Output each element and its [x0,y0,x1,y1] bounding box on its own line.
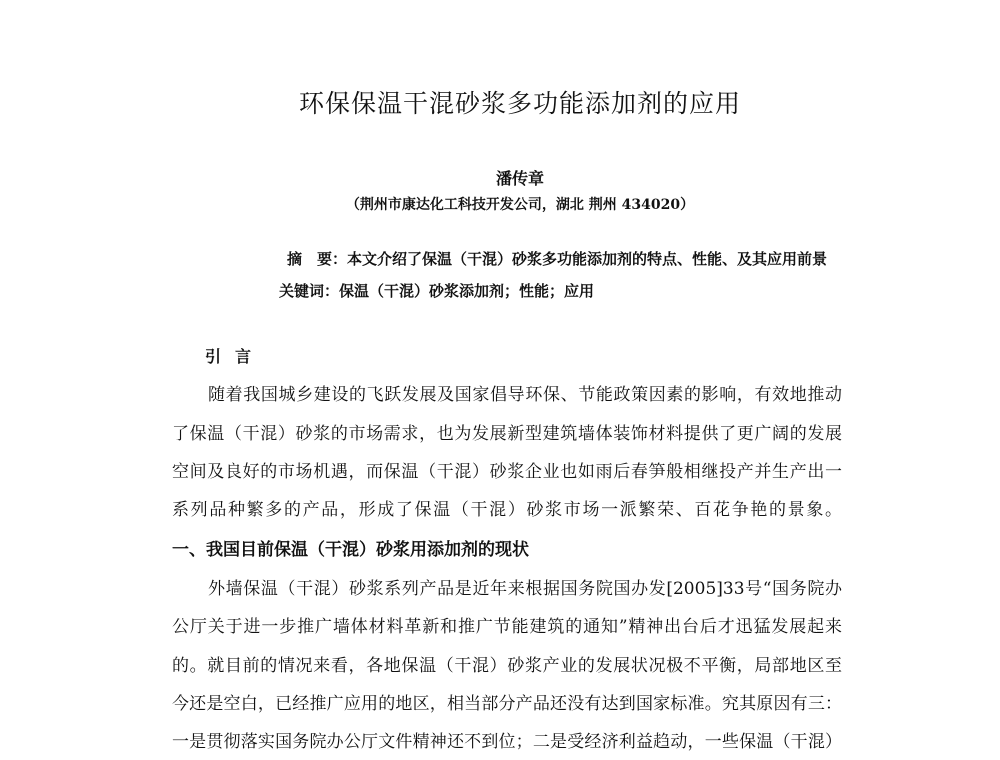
author: 潘传章 [495,169,544,188]
intro-heading: 引言 [205,347,266,366]
paragraph-line: 随着我国城乡建设的飞跃发展及国家倡导环保、节能政策因素的影响，有效地推动 [208,385,842,405]
affiliation: （荆州市康达化工科技开发公司，湖北 荆州 434020） [345,197,695,213]
paragraph-line: 空间及良好的市场机遇，而保温（干混）砂浆企业也如雨后春笋般相继投产并生产出一 [172,462,842,482]
keywords: 关键词：保温（干混）砂浆添加剂；性能；应用 [279,282,595,300]
paragraph-line: 系列品种繁多的产品，形成了保温（干混）砂浆市场一派繁荣、百花争艳的景象。 [172,500,842,520]
abstract: 摘 要：本文介绍了保温（干混）砂浆多功能添加剂的特点、性能、及其应用前景 [287,250,828,268]
paragraph-line: 公厅关于进一步推广墙体材料革新和推广节能建筑的通知”精神出台后才迅猛发展起来 [172,617,842,637]
document-title: 环保保温干混砂浆多功能添加剂的应用 [298,89,741,118]
paragraph-line: 的。就目前的情况来看，各地保温（干混）砂浆产业的发展状况极不平衡，局部地区至 [172,656,842,676]
paragraph-line: 了保温（干混）砂浆的市场需求，也为发展新型建筑墙体装饰材料提供了更广阔的发展 [172,424,842,444]
section-heading: 一、我国目前保温（干混）砂浆用添加剂的现状 [172,540,529,560]
paragraph-line: 一是贯彻落实国务院办公厅文件精神还不到位；二是受经济利益趋动，一些保温（干混） [172,732,842,752]
paragraph-line: 外墙保温（干混）砂浆系列产品是近年来根据国务院国办发[2005]33号“国务院办 [208,579,842,599]
paragraph-line: 今还是空白，已经推广应用的地区，相当部分产品还没有达到国家标准。究其原因有三： [172,694,842,714]
